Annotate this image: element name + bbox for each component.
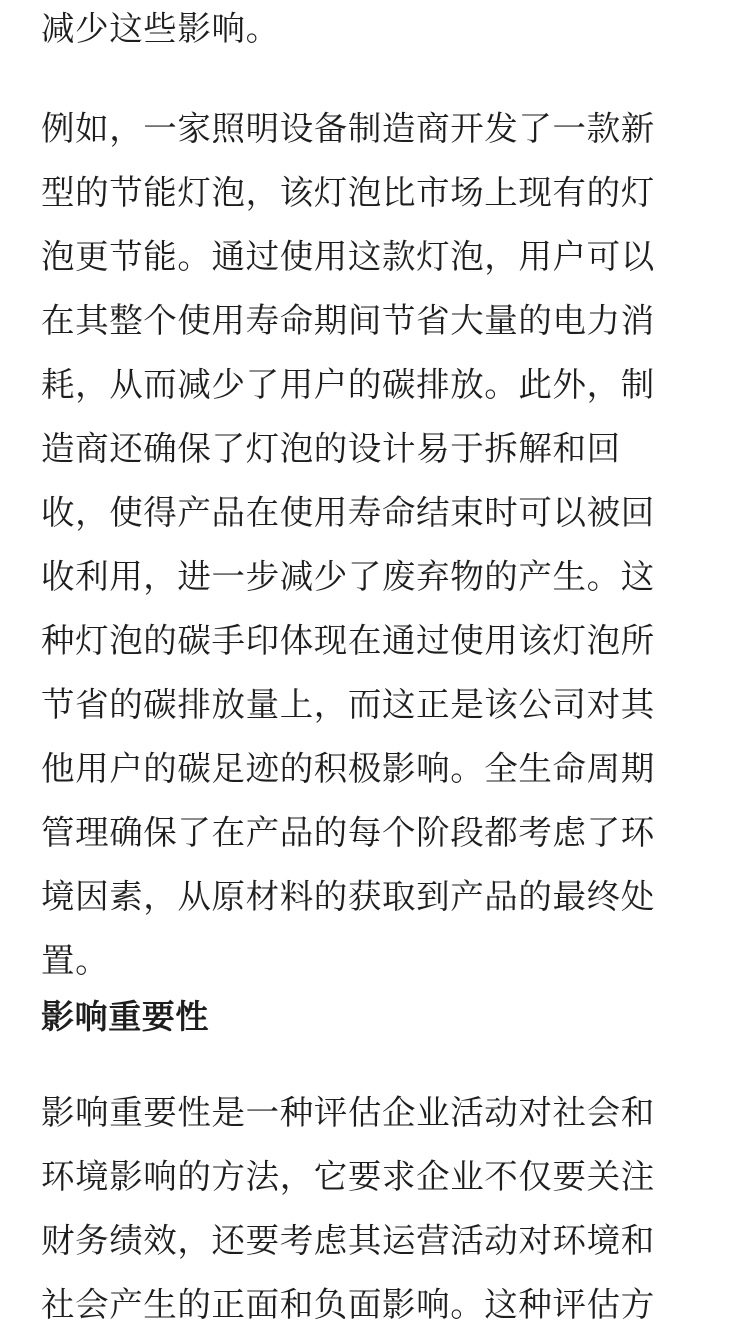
text-line: 影响重要性是一种评估企业活动对社会和 [41, 1093, 655, 1132]
text-line: 境因素，从原材料的获取到产品的最终处 [41, 877, 655, 916]
text-line: 节省的碳排放量上，而这正是该公司对其 [41, 685, 655, 724]
section-heading: 影响重要性 [41, 997, 209, 1036]
text-line: 收，使得产品在使用寿命结束时可以被回 [41, 493, 655, 532]
text-line: 他用户的碳足迹的积极影响。全生命周期 [41, 749, 655, 788]
text-line: 置。 [41, 941, 110, 980]
text-line: 造商还确保了灯泡的设计易于拆解和回 [41, 429, 621, 468]
text-line: 财务绩效，还要考虑其运营活动对环境和 [41, 1221, 655, 1260]
text-line: 泡更节能。通过使用这款灯泡，用户可以 [41, 237, 655, 276]
text-line: 在其整个使用寿命期间节省大量的电力消 [41, 301, 655, 340]
text-line: 减少这些影响。 [41, 9, 280, 48]
text-line: 型的节能灯泡，该灯泡比市场上现有的灯 [41, 173, 655, 212]
text-line: 环境影响的方法，它要求企业不仅要关注 [41, 1157, 655, 1196]
text-line: 社会产生的正面和负面影响。这种评估方 [41, 1285, 655, 1324]
text-line: 种灯泡的碳手印体现在通过使用该灯泡所 [41, 621, 655, 660]
text-line: 耗，从而减少了用户的碳排放。此外，制 [41, 365, 655, 404]
text-line: 例如，一家照明设备制造商开发了一款新 [41, 109, 655, 148]
text-line: 收利用，进一步减少了废弃物的产生。这 [41, 557, 655, 596]
text-line: 管理确保了在产品的每个阶段都考虑了环 [41, 813, 655, 852]
